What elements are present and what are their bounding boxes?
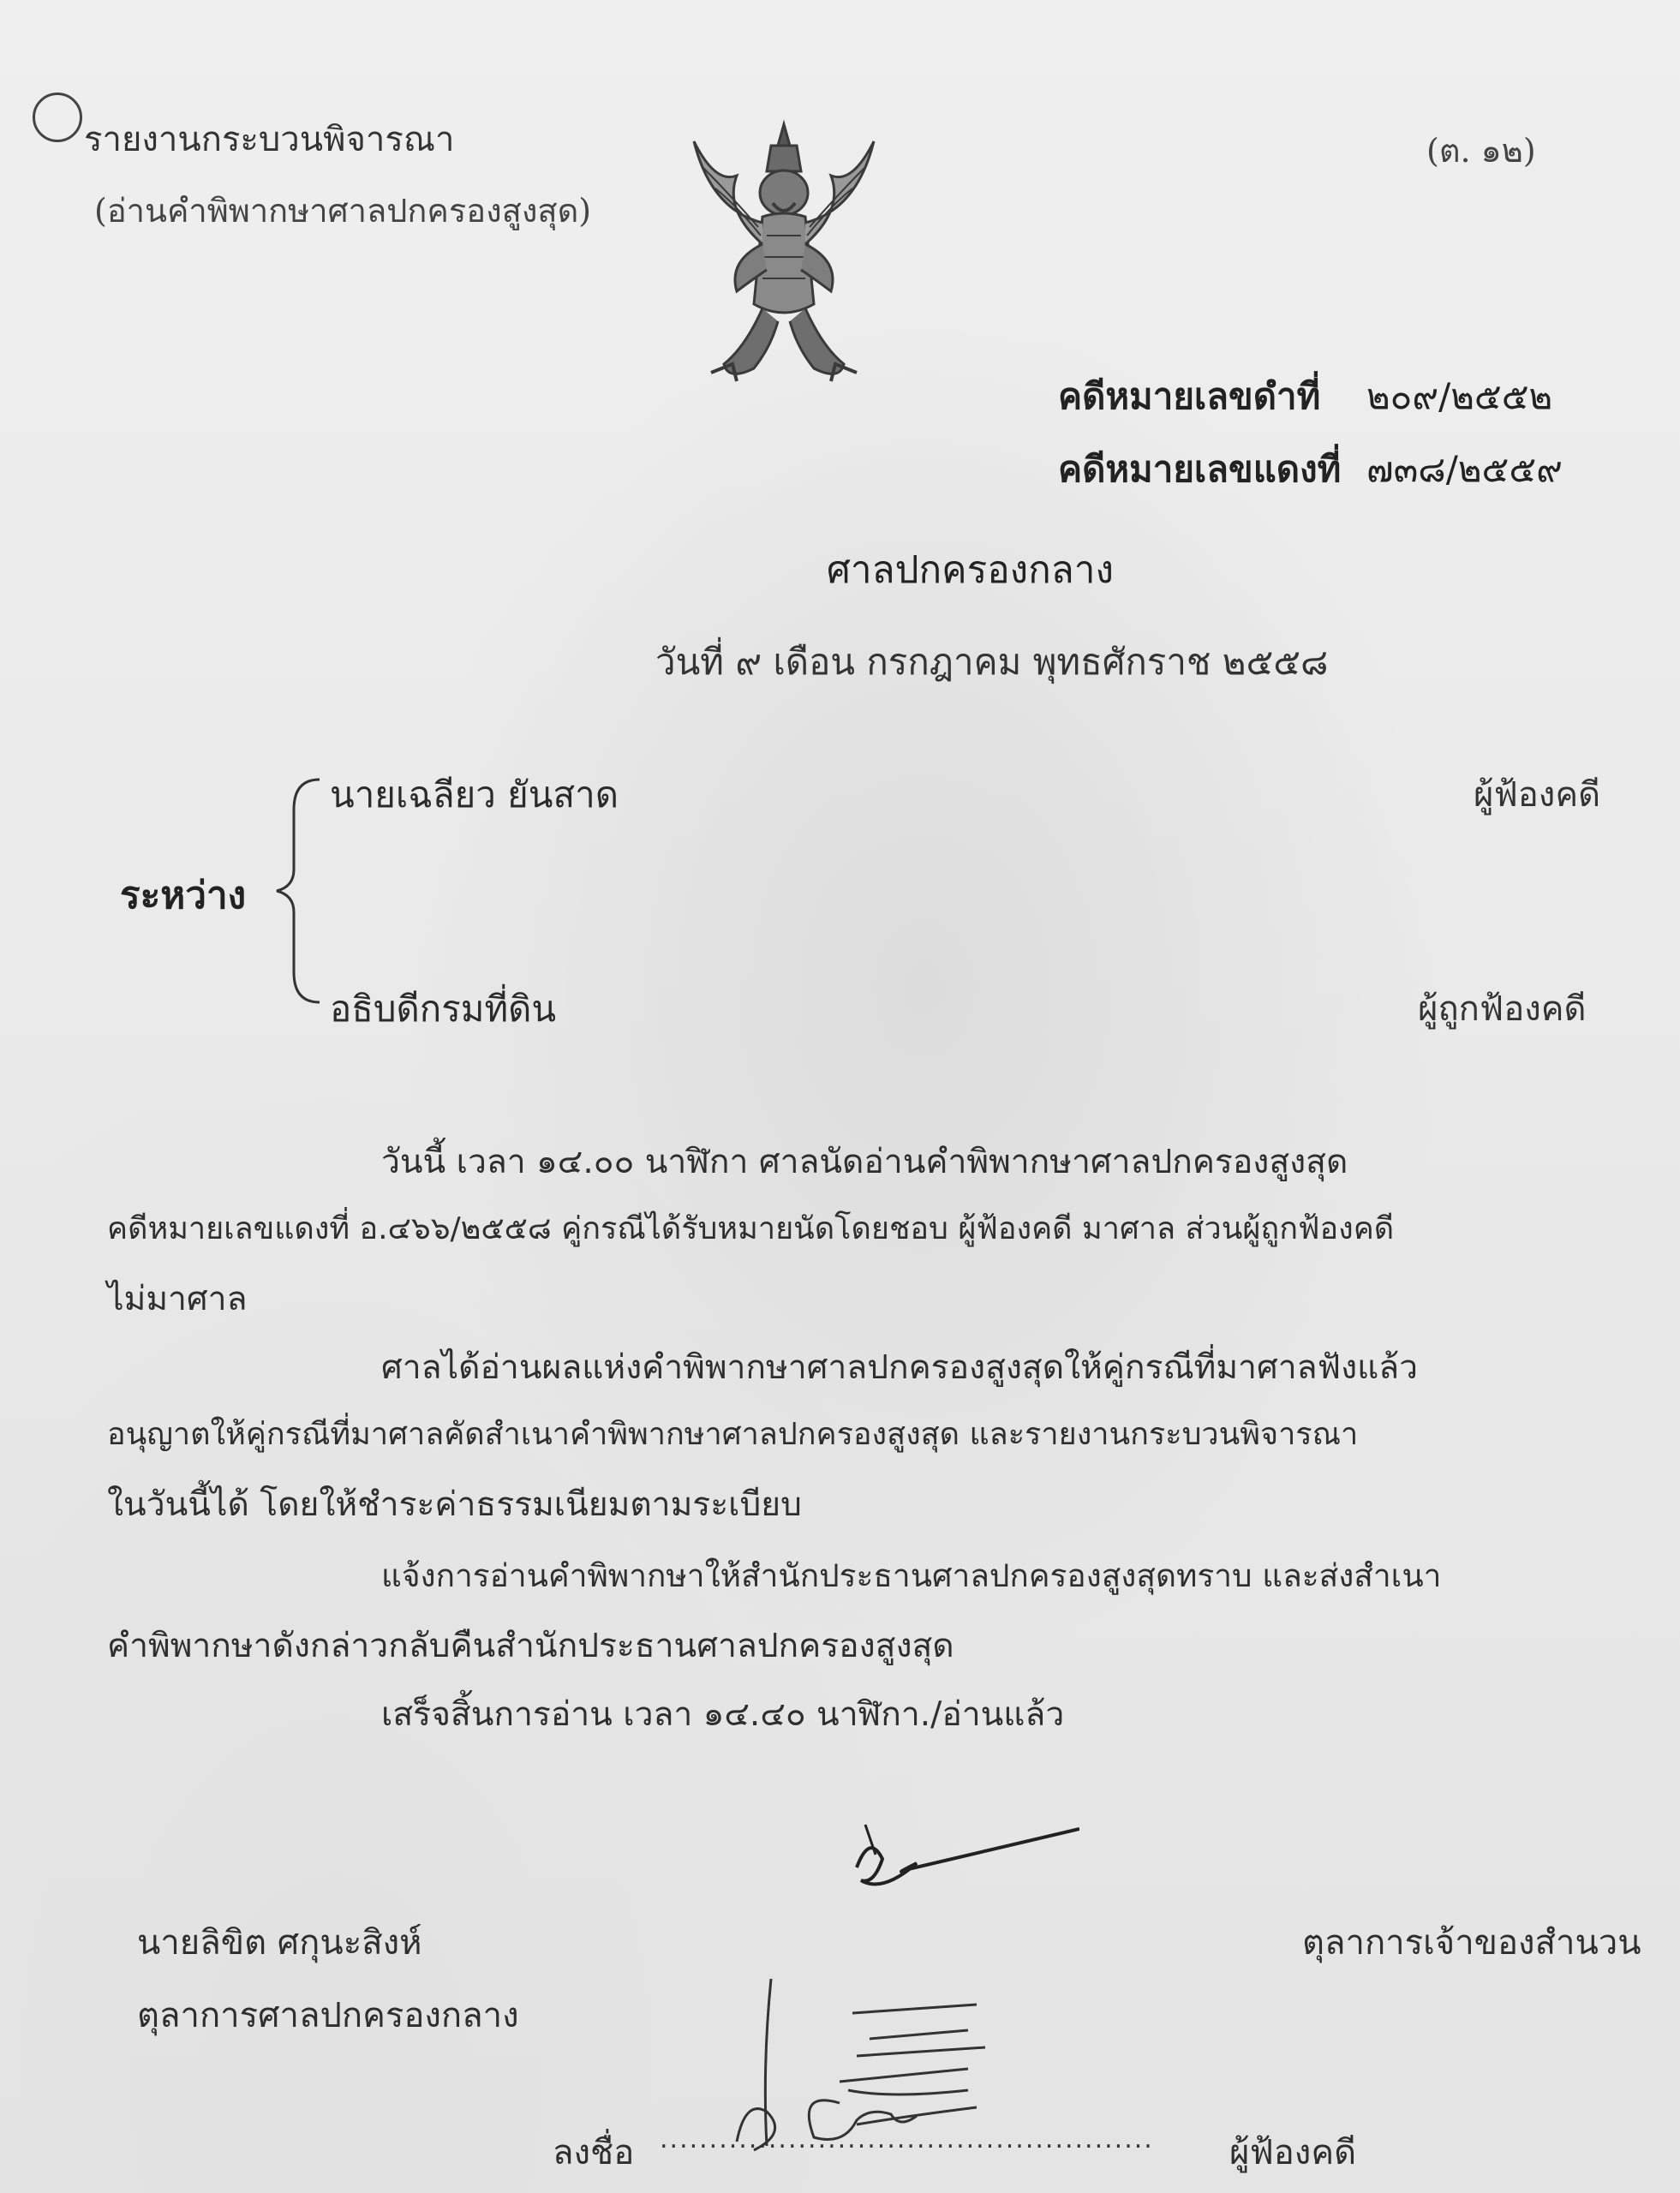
judge-signature [822, 1816, 1079, 1910]
hearing-date: วันที่ ๙ เดือน กรกฎาคม พุทธศักราช ๒๕๕๘ [655, 641, 1329, 683]
defendant-name: อธิบดีกรมที่ดิน [330, 988, 557, 1030]
owner-title: ตุลาการเจ้าของสำนวน [1302, 1923, 1641, 1963]
red-case-label: คดีหมายเลขแดงที่ [1058, 448, 1342, 490]
sign-role: ผู้ฟ้องคดี [1229, 2133, 1357, 2172]
defendant-role: ผู้ถูกฟ้องคดี [1418, 989, 1587, 1029]
form-title: รายงานกระบวนพิจารณา [84, 120, 455, 159]
red-case-number: ๗๓๘/๒๕๕๙ [1366, 448, 1563, 490]
plaintiff-name: นายเฉลียว ยันสาด [330, 774, 619, 816]
between-label: ระหว่าง [120, 874, 247, 917]
black-case-label: คดีหมายเลขดำที่ [1058, 375, 1321, 417]
garuda-emblem-icon [677, 107, 891, 407]
sign-label: ลงชื่อ [553, 2133, 635, 2172]
judge-name: นายลิขิต ศกุนะสิงห์ [137, 1923, 422, 1963]
form-title-circle [33, 93, 82, 142]
body-p3-line2: คำพิพากษาดังกล่าวกลับคืนสำนักประธานศาลปกครองสูงสุด [107, 1627, 954, 1665]
judge-title: ตุลาการศาลปกครองกลาง [137, 1996, 519, 2035]
black-case-number: ๒๐๙/๒๕๕๒ [1366, 375, 1553, 417]
body-p4: เสร็จสิ้นการอ่าน เวลา ๑๔.๔๐ นาฬิกา./อ่านแล้ว [381, 1695, 1065, 1734]
body-p1-line3: ไม่มาศาล [107, 1280, 248, 1318]
plaintiff-role: ผู้ฟ้องคดี [1474, 775, 1601, 815]
body-p2-line3: ในวันนี้ได้ โดยให้ชำระค่าธรรมเนียมตามระเบียบ [107, 1485, 802, 1524]
body-p3-line1: แจ้งการอ่านคำพิพากษาให้สำนักประธานศาลปกครองสูงสุดทราบ และส่งสำเนา [381, 1557, 1442, 1594]
body-p2-line1: ศาลได้อ่านผลแห่งคำพิพากษาศาลปกครองสูงสุดให้คู่กรณีที่มาศาลฟังแล้ว [381, 1348, 1419, 1387]
party-brace [272, 775, 324, 1007]
body-p2-line2: อนุญาตให้คู่กรณีที่มาศาลคัดสำเนาคำพิพากษาศาลปกครองสูงสุด และรายงานกระบวนพิจารณา [107, 1417, 1359, 1452]
body-p1-line2: คดีหมายเลขแดงที่ อ.๔๖๖/๒๕๕๘ คู่กรณีได้รับหมายนัดโดยชอบ ผู้ฟ้องคดี มาศาล ส่วนผู้ถูกฟ้องคดี [107, 1211, 1395, 1246]
court-name: ศาลปกครองกลาง [827, 548, 1114, 592]
signature-dotted-line: .................................................. [660, 2124, 1154, 2154]
body-p1-line1: วันนี้ เวลา ๑๔.๐๐ นาฬิกา ศาลนัดอ่านคำพิพากษาศาลปกครองสูงสุด [381, 1143, 1348, 1181]
form-subtitle: (อ่านคำพิพากษาศาลปกครองสูงสุด) [94, 192, 592, 230]
form-code: (ต. ๑๒) [1426, 132, 1536, 170]
